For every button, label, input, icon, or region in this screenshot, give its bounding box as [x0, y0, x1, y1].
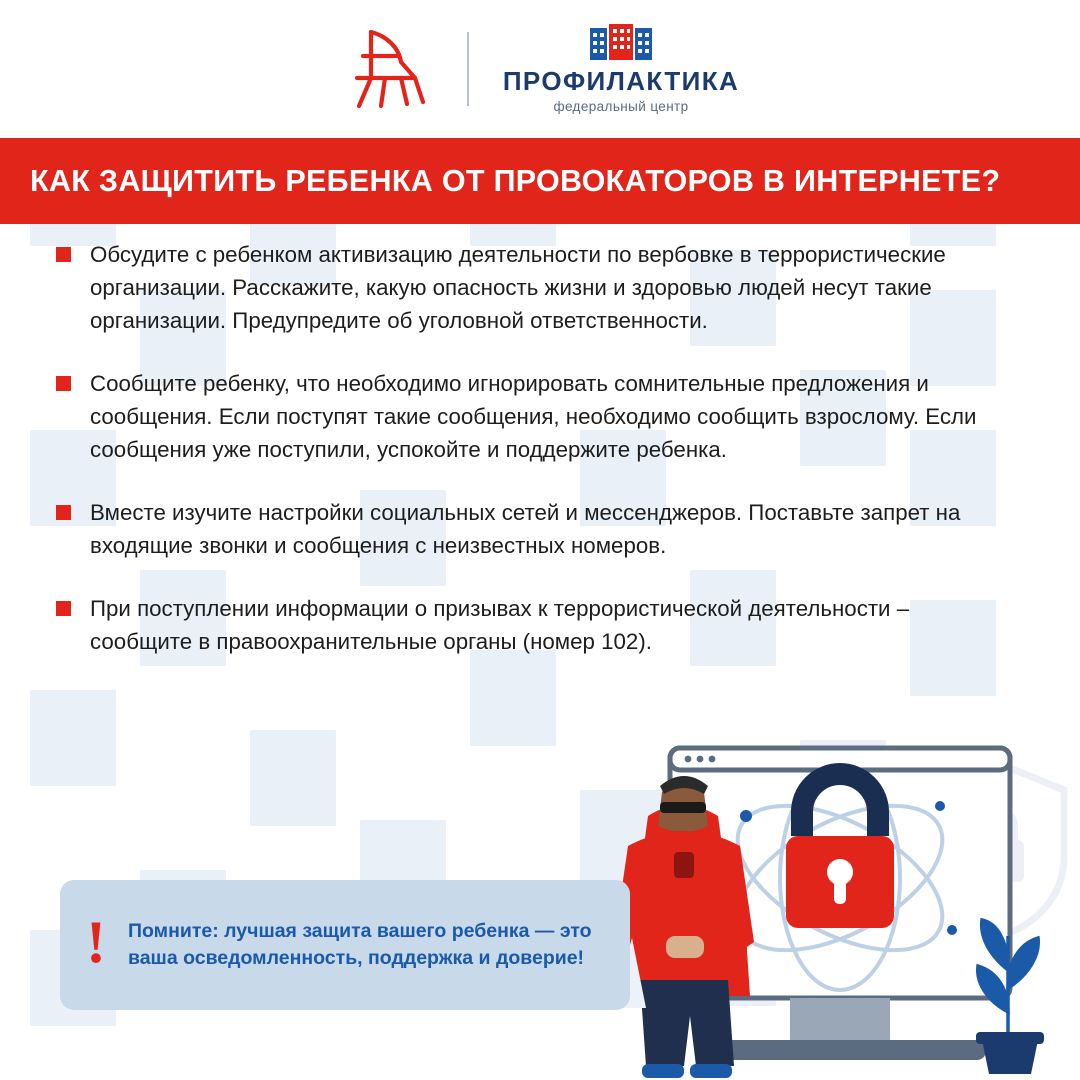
building-mark-icon	[590, 24, 652, 60]
title-band	[0, 138, 1080, 224]
exclamation-icon: !	[86, 909, 106, 975]
header	[0, 0, 1080, 138]
org-subtitle: федеральный центр	[553, 99, 689, 114]
chair-logo-icon	[341, 26, 433, 112]
list-item-text: Обсудите с ребенком активизацию деятельности по вербовке в террористические организации. Расскажите, какую опасность жизни и здоровью людей несут такие организации. Предупредите об уголовной ответственности.	[90, 242, 946, 333]
list-item	[0, 238, 1080, 337]
list-item-text: При поступлении информации о призывах к террористической деятельности – сообщите в правоохранительные органы (номер 102).	[90, 596, 910, 654]
logo-divider	[467, 32, 469, 106]
square-bullet-icon	[56, 601, 71, 616]
list-item-text: Вместе изучите настройки социальных сетей и мессенджеров. Поставьте запрет на входящие звонки и сообщения с неизвестных номеров.	[90, 500, 961, 558]
list-item	[0, 367, 1080, 466]
brand-block	[503, 24, 739, 114]
list-item	[0, 592, 1080, 658]
bullet-list	[0, 238, 1080, 688]
list-item-text: Сообщите ребенку, что необходимо игнорировать сомнительные предложения и сообщения. Если поступят такие сообщения, необходимо сообщить взрослому. Если сообщения уже поступили, успокойте и поддержите ребенка.	[90, 371, 977, 462]
square-bullet-icon	[56, 376, 71, 391]
reminder-note-text: Помните: лучшая защита вашего ребенка — это ваша осведомленность, поддержка и доверие!	[127, 920, 592, 969]
reminder-note	[60, 880, 630, 1010]
list-item	[0, 496, 1080, 562]
org-title: ПРОФИЛАКТИКА	[502, 66, 740, 96]
square-bullet-icon	[56, 247, 71, 262]
square-bullet-icon	[56, 505, 71, 520]
page-title: КАК ЗАЩИТИТЬ РЕБЕНКА ОТ ПРОВОКАТОРОВ В ИНТЕРНЕТЕ?	[30, 163, 1001, 198]
